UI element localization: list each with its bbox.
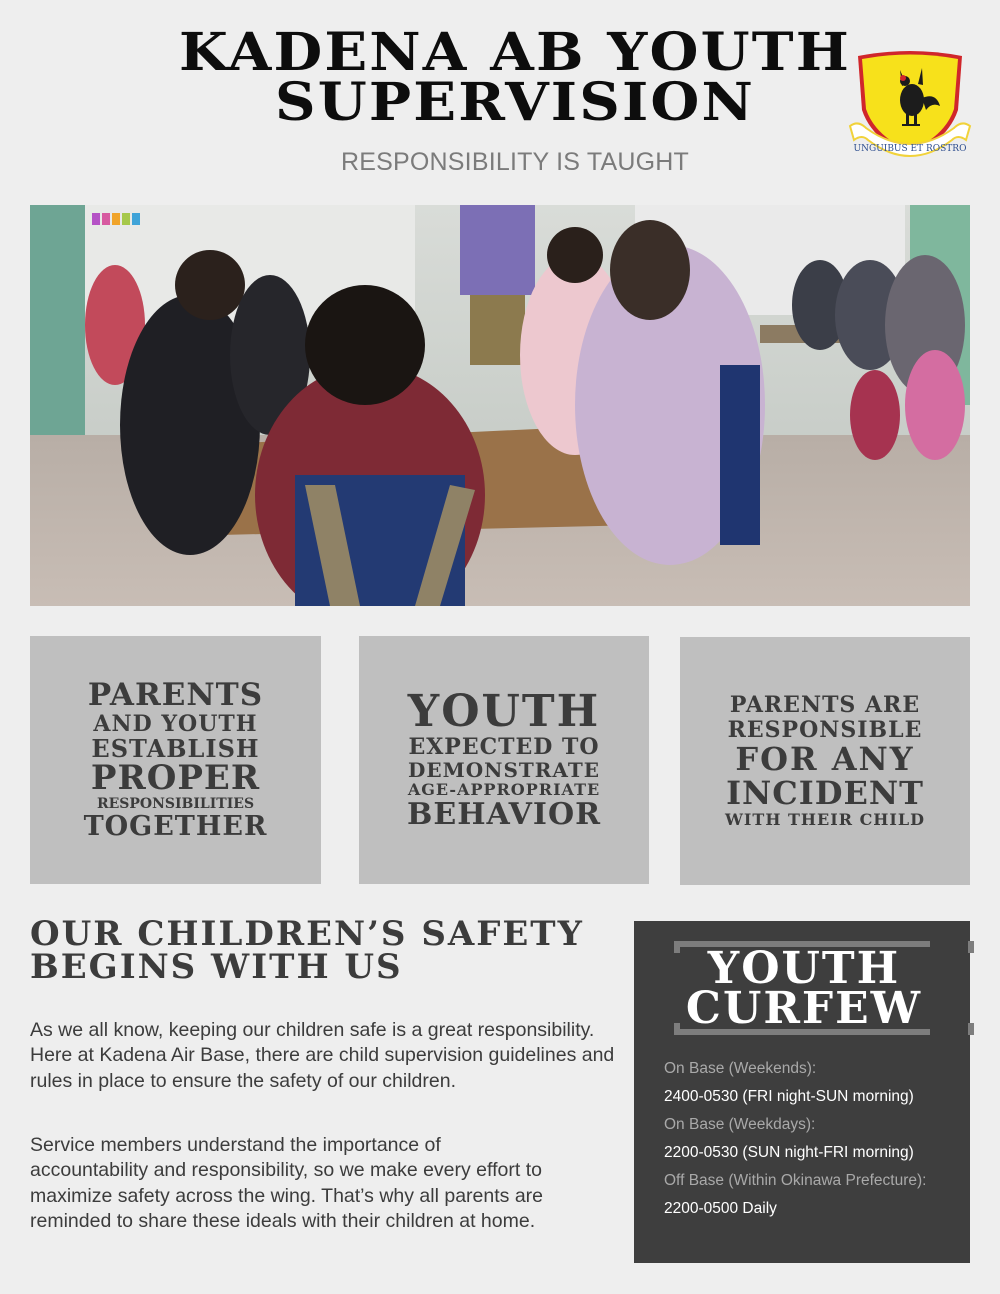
- tile-line: PARENTS ARE: [729, 692, 921, 718]
- curfew-title-line-1: YOUTH: [707, 943, 901, 994]
- classroom-photo: [30, 205, 970, 606]
- tile-line: FOR ANY: [735, 740, 915, 778]
- tile-line: DEMONSTRATE: [408, 758, 600, 782]
- tile-line: PROPER: [90, 758, 261, 798]
- curfew-title-line-2: CURFEW: [685, 983, 923, 1034]
- tile-line: INCIDENT: [726, 774, 924, 812]
- safety-heading: [30, 914, 630, 987]
- page-title-line-2: SUPERVISION: [275, 72, 755, 133]
- tile-line: PARENTS: [87, 677, 264, 713]
- wing-shield-rooster-emblem-icon: [848, 48, 972, 166]
- tile-parents-responsible: [680, 637, 970, 885]
- curfew-label: On Base (Weekends):: [664, 1060, 817, 1077]
- safety-heading-line-2: BEGINS WITH US: [30, 947, 403, 987]
- curfew-value: 2200-0530 (SUN night-FRI morning): [664, 1144, 914, 1161]
- curfew-label: Off Base (Within Okinawa Prefecture):: [664, 1172, 927, 1189]
- page-header: [150, 22, 880, 177]
- tile-line: EXPECTED TO: [408, 734, 600, 760]
- tile-line: RESPONSIBILITIES: [96, 796, 255, 812]
- safety-paragraph-2: Service members understand the importance of accountability and responsibility, so we make every effort to maximize safety across the wing. That’s why all parents are reminded to share these ideals with their children at home.: [30, 1134, 543, 1232]
- curfew-label: On Base (Weekdays):: [664, 1116, 816, 1133]
- curfew-value: 2200-0500 Daily: [664, 1200, 777, 1217]
- tile-youth-expected: [359, 636, 649, 884]
- page-subtitle: RESPONSIBILITY IS TAUGHT: [341, 148, 689, 176]
- tile-line: YOUTH: [407, 686, 601, 737]
- tile-line: BEHAVIOR: [406, 797, 602, 832]
- tile-line: RESPONSIBLE: [727, 717, 923, 743]
- tile-line: TOGETHER: [83, 811, 268, 842]
- tile-line: ESTABLISH: [91, 734, 260, 763]
- safety-paragraph-1: As we all know, keeping our children safe is a great responsibility. Here at Kadena Air Base, there are child supervision guidelines and rules in place to ensure the safety of our children.: [30, 1019, 615, 1092]
- curfew-value: 2400-0530 (FRI night-SUN morning): [664, 1088, 914, 1105]
- page-title-line-1: KADENA AB YOUTH: [179, 22, 851, 83]
- svg-text:UNGUIBUS ET ROSTRO: UNGUIBUS ET ROSTRO: [853, 144, 967, 154]
- youth-curfew-panel: [634, 921, 970, 1263]
- tile-line: AGE-APPROPRIATE: [407, 780, 601, 799]
- safety-heading-line-1: OUR CHILDREN’S SAFETY: [30, 914, 584, 954]
- curfew-list: [664, 1058, 964, 1226]
- curfew-title: [674, 943, 934, 1034]
- tile-line: WITH THEIR CHILD: [724, 810, 926, 829]
- tile-line: AND YOUTH: [93, 711, 258, 737]
- tile-parents-and-youth: [30, 636, 321, 884]
